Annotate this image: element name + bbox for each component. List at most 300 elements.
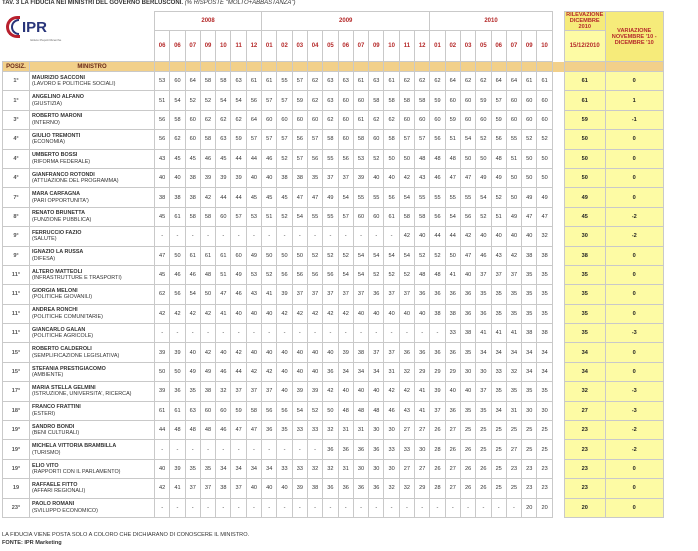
column-header-spacer <box>307 62 322 72</box>
value-cell: 44 <box>231 149 246 168</box>
value-cell: 60 <box>506 91 521 110</box>
value-cell: 60 <box>522 110 537 129</box>
minister-name: STEFANIA PRESTIGIACOMO <box>32 365 106 372</box>
value-cell: 60 <box>415 110 430 129</box>
value-cell: 32 <box>399 479 414 498</box>
value-cell: 61 <box>200 246 215 265</box>
minister-cell <box>30 421 155 440</box>
value-cell: 52 <box>399 265 414 284</box>
value-cell: 37 <box>338 168 353 187</box>
year-header: 2008 <box>155 12 262 31</box>
value-cell: 32 <box>307 459 322 478</box>
value-cell: 25 <box>491 459 506 478</box>
value-cell: 57 <box>277 91 292 110</box>
value-cell: - <box>231 324 246 343</box>
value-cell: 44 <box>231 362 246 381</box>
minister-cell <box>30 91 155 110</box>
value-cell: 43 <box>399 401 414 420</box>
minister-name: FERRUCCIO FAZIO <box>32 229 82 236</box>
position-cell: 15° <box>3 362 30 381</box>
value-cell: 47 <box>307 188 322 207</box>
gap-cell <box>552 168 564 187</box>
value-cell: 56 <box>292 130 307 149</box>
month-header: 06 <box>170 31 185 62</box>
rilevazione-cell: 34 <box>564 362 605 381</box>
rilevazione-cell: 32 <box>564 382 605 401</box>
value-cell: - <box>277 440 292 459</box>
value-cell: 25 <box>506 421 521 440</box>
value-cell: 60 <box>369 207 384 226</box>
rilevazione-cell: 35 <box>564 285 605 304</box>
value-cell: 35 <box>476 401 491 420</box>
variazione-cell: 0 <box>605 188 663 207</box>
ministry-name: (PARI OPPORTUNITA') <box>32 197 89 204</box>
value-cell: 62 <box>399 72 414 91</box>
ministry-name: (POLITICHE GIOVANILI) <box>32 294 93 301</box>
minister-cell <box>30 149 155 168</box>
position-cell: 19° <box>3 459 30 478</box>
minister-cell <box>30 401 155 420</box>
value-cell: 56 <box>307 149 322 168</box>
value-cell: 49 <box>231 265 246 284</box>
value-cell: 61 <box>170 207 185 226</box>
value-cell: 50 <box>537 168 552 187</box>
value-cell: 48 <box>415 149 430 168</box>
value-cell: 36 <box>445 401 460 420</box>
value-cell: 40 <box>246 304 261 323</box>
position-cell: 17° <box>3 382 30 401</box>
value-cell: 38 <box>155 188 170 207</box>
value-cell: 57 <box>491 91 506 110</box>
variazione-cell: 0 <box>605 246 663 265</box>
value-cell: 35 <box>307 168 322 187</box>
value-cell: 48 <box>338 401 353 420</box>
value-cell: 58 <box>384 130 399 149</box>
month-header: 10 <box>384 31 399 62</box>
value-cell: 36 <box>430 343 445 362</box>
value-cell: 40 <box>262 304 277 323</box>
value-cell: 59 <box>430 91 445 110</box>
value-cell: 50 <box>277 246 292 265</box>
gap-cell <box>552 285 564 304</box>
value-cell: 34 <box>216 459 231 478</box>
value-cell: - <box>430 324 445 343</box>
value-cell: - <box>246 324 261 343</box>
value-cell: - <box>277 227 292 246</box>
minister-cell <box>30 304 155 323</box>
minister-cell <box>30 207 155 226</box>
value-cell: 40 <box>292 343 307 362</box>
position-cell: 8° <box>3 207 30 226</box>
value-cell: 50 <box>537 149 552 168</box>
value-cell: 60 <box>338 91 353 110</box>
value-cell: 37 <box>476 382 491 401</box>
rilevazione-cell: 20 <box>564 498 605 517</box>
gap-cell <box>552 130 564 149</box>
month-header: 05 <box>476 31 491 62</box>
value-cell: 37 <box>185 479 200 498</box>
value-cell: 44 <box>231 188 246 207</box>
value-cell: 60 <box>277 110 292 129</box>
value-cell: - <box>185 440 200 459</box>
value-cell: 47 <box>522 207 537 226</box>
value-cell: 55 <box>277 72 292 91</box>
rilevazione-cell: 49 <box>564 188 605 207</box>
value-cell: - <box>170 440 185 459</box>
value-cell: 61 <box>537 72 552 91</box>
value-cell: 63 <box>369 72 384 91</box>
value-cell: 26 <box>460 479 475 498</box>
value-cell: - <box>369 324 384 343</box>
value-cell: 35 <box>277 421 292 440</box>
value-cell: 56 <box>307 265 322 284</box>
value-cell: 56 <box>384 188 399 207</box>
minister-cell <box>30 343 155 362</box>
value-cell: 54 <box>338 265 353 284</box>
variazione-cell: 0 <box>605 362 663 381</box>
value-cell: 34 <box>491 401 506 420</box>
value-cell: 23 <box>537 479 552 498</box>
value-cell: 41 <box>262 285 277 304</box>
value-cell: 55 <box>353 188 368 207</box>
value-cell: 47 <box>292 188 307 207</box>
value-cell: 40 <box>460 382 475 401</box>
value-cell: - <box>185 227 200 246</box>
value-cell: 40 <box>185 343 200 362</box>
value-cell: 30 <box>369 459 384 478</box>
column-header-spacer <box>231 62 246 72</box>
value-cell: 54 <box>216 91 231 110</box>
variazione-cell: -2 <box>605 227 663 246</box>
value-cell: 37 <box>338 285 353 304</box>
gap-cell <box>552 62 564 72</box>
value-cell: 25 <box>491 421 506 440</box>
gap-cell <box>552 479 564 498</box>
value-cell: 35 <box>491 382 506 401</box>
value-cell: 36 <box>323 440 338 459</box>
variazione-cell: 0 <box>605 459 663 478</box>
value-cell: 36 <box>476 304 491 323</box>
value-cell: - <box>231 227 246 246</box>
value-cell: 52 <box>323 246 338 265</box>
value-cell: 23 <box>506 459 521 478</box>
value-cell: - <box>216 440 231 459</box>
value-cell: 36 <box>415 285 430 304</box>
value-cell: 64 <box>185 72 200 91</box>
value-cell: 45 <box>185 149 200 168</box>
column-header-spacer <box>277 62 292 72</box>
value-cell: 25 <box>522 421 537 440</box>
rilevazione-cell: 23 <box>564 440 605 459</box>
value-cell: 58 <box>415 207 430 226</box>
value-cell: 44 <box>430 227 445 246</box>
gap-cell <box>552 304 564 323</box>
value-cell: 52 <box>262 265 277 284</box>
value-cell: 54 <box>185 285 200 304</box>
value-cell: - <box>200 498 215 517</box>
value-cell: 44 <box>216 188 231 207</box>
variazione-cell: 0 <box>605 130 663 149</box>
rilevazione-cell: 45 <box>564 207 605 226</box>
value-cell: - <box>231 440 246 459</box>
value-cell: 42 <box>338 304 353 323</box>
ministry-name: (POLITICHE COMUNITARIE) <box>32 313 103 320</box>
ipr-logo-mark <box>6 16 22 38</box>
value-cell: 36 <box>445 285 460 304</box>
month-header: 12 <box>246 31 261 62</box>
value-cell: 40 <box>399 304 414 323</box>
ministry-name: (ISTRUZIONE, UNIVERSITA', RICERCA) <box>32 391 132 398</box>
rilevazione-cell: 61 <box>564 72 605 91</box>
value-cell: 52 <box>338 246 353 265</box>
value-cell: 26 <box>430 421 445 440</box>
value-cell: 46 <box>262 149 277 168</box>
column-header-spacer <box>430 62 445 72</box>
minister-cell <box>30 498 155 517</box>
value-cell: 41 <box>415 382 430 401</box>
value-cell: 31 <box>338 459 353 478</box>
position-cell: 1° <box>3 72 30 91</box>
gap-cell <box>552 440 564 459</box>
value-cell: 40 <box>369 168 384 187</box>
value-cell: 35 <box>522 285 537 304</box>
value-cell: 45 <box>277 188 292 207</box>
value-cell: 54 <box>460 130 475 149</box>
table-title <box>2 0 295 6</box>
value-cell: 38 <box>537 324 552 343</box>
value-cell: 54 <box>231 91 246 110</box>
value-cell: 58 <box>384 91 399 110</box>
value-cell: 44 <box>246 149 261 168</box>
value-cell: 36 <box>353 479 368 498</box>
month-header: 07 <box>353 31 368 62</box>
value-cell: 37 <box>384 285 399 304</box>
value-cell: 35 <box>506 304 521 323</box>
value-cell: 39 <box>292 479 307 498</box>
value-cell: 36 <box>430 285 445 304</box>
value-cell: 62 <box>307 91 322 110</box>
value-cell: 48 <box>369 401 384 420</box>
month-header: 03 <box>460 31 475 62</box>
value-cell: 46 <box>384 401 399 420</box>
value-cell: 49 <box>491 168 506 187</box>
value-cell: 42 <box>277 304 292 323</box>
value-cell: 35 <box>522 304 537 323</box>
value-cell: 53 <box>246 207 261 226</box>
value-cell: 61 <box>170 401 185 420</box>
value-cell: 27 <box>399 421 414 440</box>
column-header-spacer <box>564 62 605 72</box>
value-cell: 62 <box>155 285 170 304</box>
value-cell: 38 <box>200 382 215 401</box>
value-cell: 39 <box>200 168 215 187</box>
value-cell: 41 <box>476 324 491 343</box>
month-header: 07 <box>185 31 200 62</box>
ministry-name: (ECONOMIA) <box>32 139 65 146</box>
value-cell: 60 <box>353 207 368 226</box>
column-header-spacer <box>399 62 414 72</box>
value-cell: 42 <box>292 304 307 323</box>
value-cell: 55 <box>323 149 338 168</box>
table-row <box>3 324 664 343</box>
value-cell: - <box>246 227 261 246</box>
rilevazione-cell: 59 <box>564 110 605 129</box>
value-cell: 40 <box>353 382 368 401</box>
minister-cell <box>30 285 155 304</box>
value-cell: 50 <box>200 285 215 304</box>
value-cell: 63 <box>185 401 200 420</box>
value-cell: 39 <box>307 382 322 401</box>
value-cell: 39 <box>430 382 445 401</box>
gap-cell <box>552 362 564 381</box>
value-cell: - <box>415 498 430 517</box>
value-cell: 39 <box>216 168 231 187</box>
gap-cell <box>552 459 564 478</box>
minister-name: ROBERTO CALDEROLI <box>32 346 92 353</box>
value-cell: 58 <box>415 91 430 110</box>
value-cell: 39 <box>277 285 292 304</box>
value-cell: 48 <box>415 265 430 284</box>
value-cell: 50 <box>170 362 185 381</box>
column-header-spacer <box>415 62 430 72</box>
position-cell: 9° <box>3 246 30 265</box>
month-header: 09 <box>522 31 537 62</box>
value-cell: 40 <box>246 168 261 187</box>
value-cell: 25 <box>476 421 491 440</box>
rilevazione-cell: 34 <box>564 343 605 362</box>
table-row <box>3 168 664 187</box>
value-cell: - <box>216 498 231 517</box>
value-cell: - <box>262 324 277 343</box>
table-row <box>3 72 664 91</box>
value-cell: - <box>292 227 307 246</box>
value-cell: 61 <box>522 72 537 91</box>
value-cell: 29 <box>415 362 430 381</box>
month-header: 02 <box>277 31 292 62</box>
value-cell: 60 <box>476 110 491 129</box>
value-cell: 50 <box>476 149 491 168</box>
value-cell: 57 <box>262 91 277 110</box>
value-cell: 55 <box>415 188 430 207</box>
trust-table <box>2 11 664 518</box>
value-cell: - <box>262 440 277 459</box>
year-header: 2010 <box>430 12 552 31</box>
value-cell: 52 <box>476 130 491 149</box>
value-cell: 38 <box>353 343 368 362</box>
value-cell: 58 <box>216 72 231 91</box>
value-cell: 34 <box>246 459 261 478</box>
column-header-spacer <box>216 62 231 72</box>
gap-cell <box>552 498 564 517</box>
value-cell: 56 <box>430 130 445 149</box>
table-row <box>3 265 664 284</box>
value-cell: 48 <box>445 149 460 168</box>
ministry-name: (INFRASTRUTTURE E TRASPORTI) <box>32 275 122 282</box>
gap-cell <box>552 12 564 62</box>
value-cell: 38 <box>170 188 185 207</box>
value-cell: 33 <box>292 459 307 478</box>
value-cell: 57 <box>338 207 353 226</box>
value-cell: 37 <box>292 285 307 304</box>
value-cell: 44 <box>155 421 170 440</box>
value-cell: 62 <box>415 72 430 91</box>
value-cell: - <box>216 227 231 246</box>
value-cell: 35 <box>522 382 537 401</box>
ministry-name: (DIFESA) <box>32 255 56 262</box>
value-cell: 44 <box>445 227 460 246</box>
value-cell: 42 <box>170 304 185 323</box>
value-cell: 60 <box>338 110 353 129</box>
value-cell: 26 <box>430 459 445 478</box>
value-cell: 36 <box>445 343 460 362</box>
table-row <box>3 498 664 517</box>
gap-cell <box>552 207 564 226</box>
value-cell: 61 <box>353 72 368 91</box>
variazione-cell: 0 <box>605 498 663 517</box>
position-cell: 11° <box>3 285 30 304</box>
value-cell: - <box>292 440 307 459</box>
value-cell: 56 <box>277 265 292 284</box>
value-cell: 34 <box>476 343 491 362</box>
value-cell: 55 <box>430 188 445 207</box>
table-row <box>3 91 664 110</box>
value-cell: 32 <box>384 479 399 498</box>
value-cell: 45 <box>246 188 261 207</box>
value-cell: 62 <box>216 110 231 129</box>
value-cell: 33 <box>277 459 292 478</box>
value-cell: 34 <box>522 362 537 381</box>
column-header-spacer <box>369 62 384 72</box>
value-cell: - <box>277 498 292 517</box>
value-cell: 41 <box>170 479 185 498</box>
value-cell: 40 <box>415 227 430 246</box>
value-cell: 52 <box>307 246 322 265</box>
value-cell: 35 <box>522 265 537 284</box>
value-cell: 33 <box>399 440 414 459</box>
value-cell: 40 <box>277 362 292 381</box>
gap-cell <box>552 91 564 110</box>
value-cell: 40 <box>292 362 307 381</box>
value-cell: 48 <box>200 421 215 440</box>
position-cell: 19 <box>3 479 30 498</box>
value-cell: 37 <box>384 343 399 362</box>
value-cell: 38 <box>522 246 537 265</box>
value-cell: 40 <box>170 168 185 187</box>
value-cell: 39 <box>155 382 170 401</box>
month-header: 01 <box>430 31 445 62</box>
value-cell: 38 <box>430 304 445 323</box>
rilevazione-cell: 23 <box>564 459 605 478</box>
value-cell: 54 <box>399 188 414 207</box>
value-cell: 40 <box>353 304 368 323</box>
value-cell: 48 <box>491 149 506 168</box>
value-cell: 35 <box>537 304 552 323</box>
value-cell: - <box>430 498 445 517</box>
value-cell: 60 <box>537 91 552 110</box>
value-cell: 26 <box>476 459 491 478</box>
value-cell: 43 <box>155 149 170 168</box>
value-cell: 58 <box>170 110 185 129</box>
ipr-logo-text: IPR <box>22 18 48 36</box>
value-cell: 40 <box>323 343 338 362</box>
value-cell: 36 <box>338 479 353 498</box>
value-cell: 37 <box>231 382 246 401</box>
value-cell: 30 <box>384 459 399 478</box>
column-header-spacer <box>506 62 521 72</box>
value-cell: 35 <box>491 285 506 304</box>
value-cell: 55 <box>460 188 475 207</box>
position-cell: 3° <box>3 110 30 129</box>
